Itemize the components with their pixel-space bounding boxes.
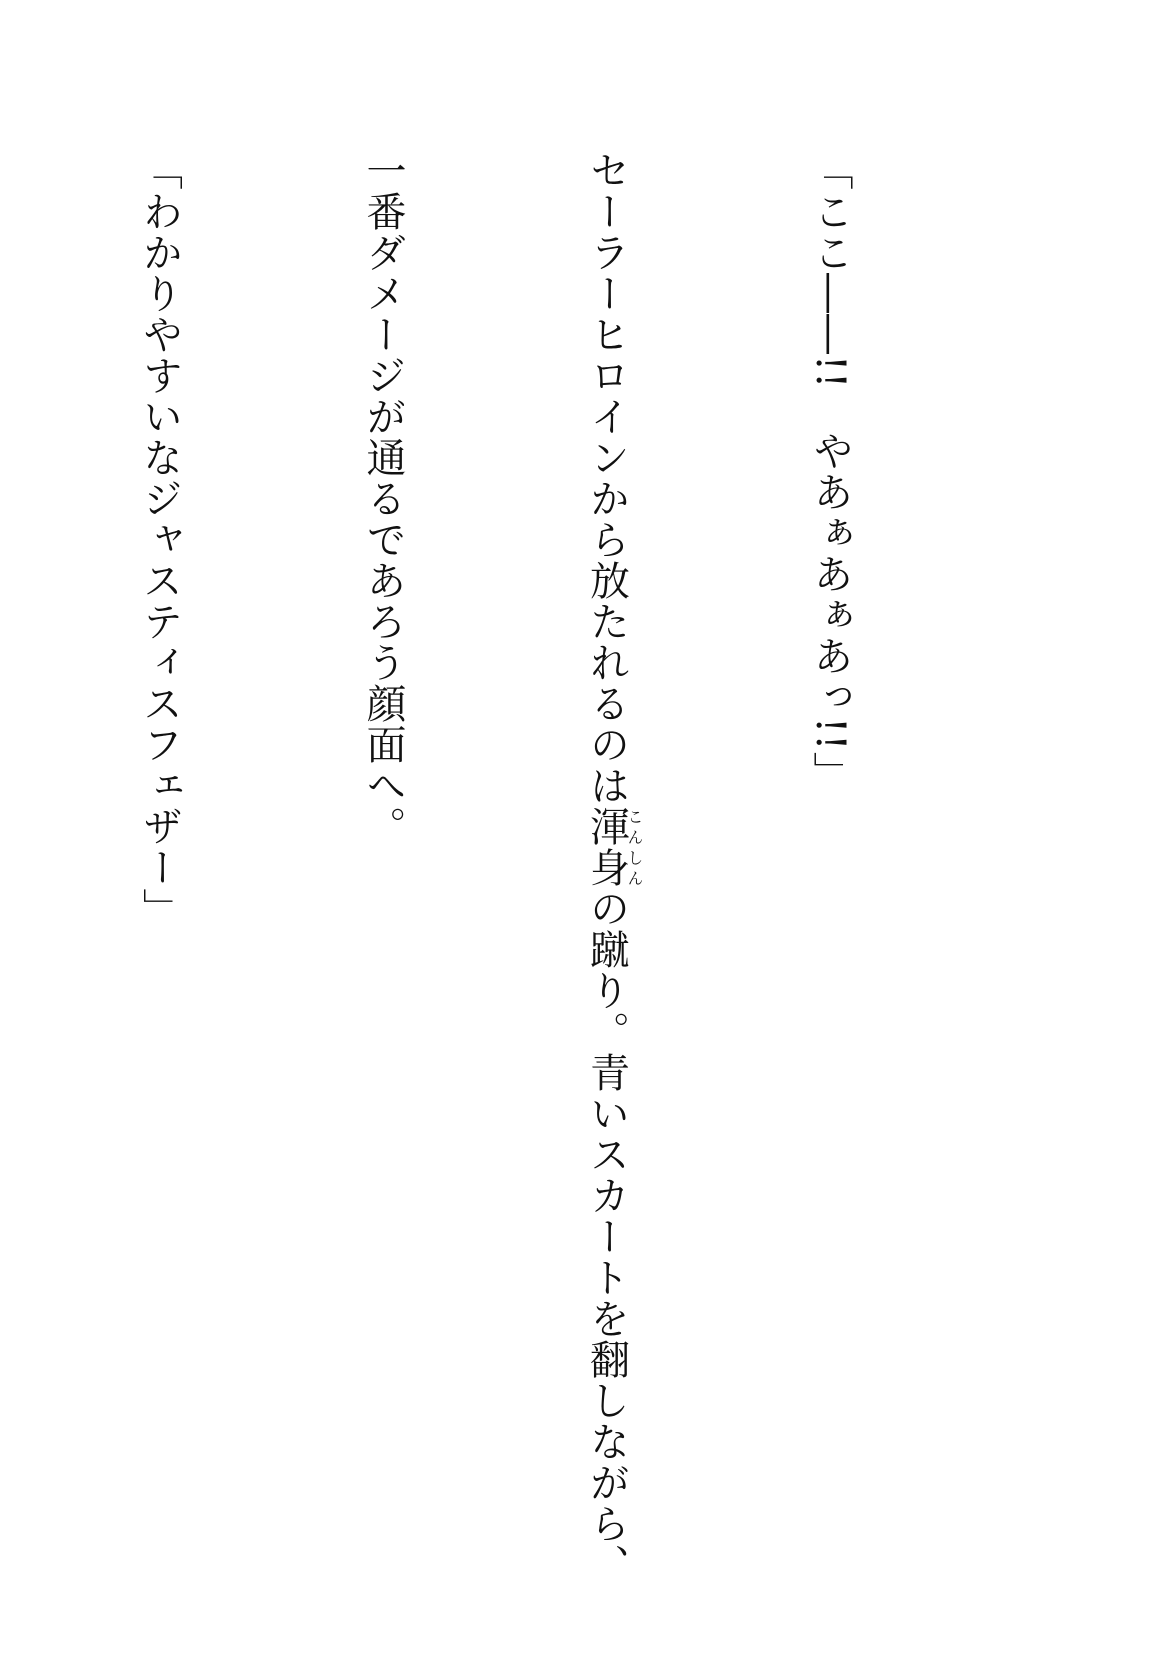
text-line-4: 「わかりやすいなジャスティスフェザー」 <box>136 150 183 929</box>
line-2-part-b: の蹴り。青いスカートを翻しながら、 <box>583 888 630 1585</box>
line-2-part-a: セーラーヒロインから放たれるのは <box>583 150 630 806</box>
text-line-1: 「ここ――!! やあぁあぁあっ!!」 <box>807 150 853 793</box>
vertical-text-body <box>0 150 1016 1585</box>
ruby-konshin: 渾身こんしん <box>583 806 644 888</box>
text-line-2 <box>569 150 644 1585</box>
text-line-3: 一番ダメージが通るであろう顔面へ。 <box>360 150 406 847</box>
